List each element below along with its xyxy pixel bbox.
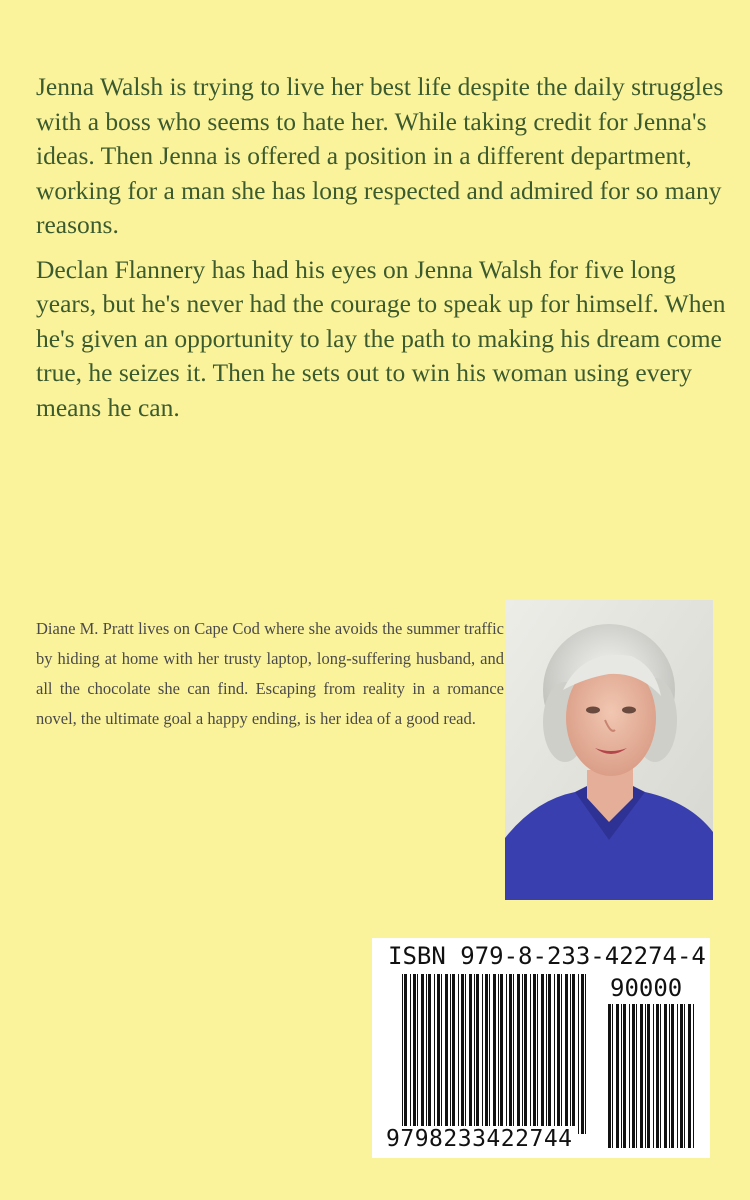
barcode-bar xyxy=(664,1004,667,1148)
barcode-bar xyxy=(445,974,448,1134)
blurb-paragraph-2: Declan Flannery has had his eyes on Jenna Walsh for five long years, but he's never had the courage to speak up for himself. When he's given an opportunity to lay the path to making his dream come true, he seizes it. Then he sets out to win his woman using every means he can. xyxy=(36,254,726,422)
barcode-bar xyxy=(570,974,571,1134)
barcode-bar xyxy=(522,974,523,1134)
barcode-bar xyxy=(629,1004,630,1148)
barcode-bar xyxy=(578,974,579,1134)
barcode-bar xyxy=(554,974,555,1134)
barcode-bar xyxy=(537,974,538,1134)
barcode-bar xyxy=(693,1004,694,1148)
barcode-bar xyxy=(426,974,427,1134)
barcode-bar xyxy=(517,974,520,1134)
barcode-bar xyxy=(636,1004,637,1148)
barcode-bar xyxy=(458,974,459,1134)
barcode-bar xyxy=(546,974,547,1134)
barcode-bar xyxy=(493,974,496,1134)
barcode-bar xyxy=(465,974,466,1134)
barcode-bar xyxy=(548,974,551,1134)
barcode-bar xyxy=(623,1004,626,1148)
barcode-bar xyxy=(489,974,490,1134)
barcode-bar xyxy=(671,1004,674,1148)
isbn-barcode xyxy=(372,938,710,1158)
barcode-bar xyxy=(506,974,507,1134)
barcode-bar xyxy=(541,974,544,1134)
barcode-bar xyxy=(434,974,435,1134)
author-portrait-image xyxy=(505,600,713,900)
barcode-bar xyxy=(476,974,479,1134)
barcode-bar xyxy=(469,974,472,1134)
barcode-bar xyxy=(410,974,411,1134)
barcode-bar xyxy=(656,1004,659,1148)
barcode-bar xyxy=(437,974,440,1134)
barcode-bar xyxy=(509,974,512,1134)
isbn-label: ISBN 979-8-233-42274-4 xyxy=(388,942,706,970)
barcode-bar xyxy=(645,1004,646,1148)
barcode-bar xyxy=(413,974,416,1134)
barcode-bar xyxy=(653,1004,654,1148)
barcode-bar xyxy=(557,974,560,1134)
barcode-bar xyxy=(621,1004,622,1148)
barcode-bar xyxy=(640,1004,643,1148)
barcode-bar xyxy=(402,974,403,1134)
barcode-bar xyxy=(660,1004,661,1148)
barcode-bar xyxy=(680,1004,683,1148)
barcode-bar xyxy=(632,1004,635,1148)
barcode-bar xyxy=(565,974,568,1134)
barcode-bar xyxy=(669,1004,670,1148)
barcode-bar xyxy=(524,974,527,1134)
barcode-bar xyxy=(452,974,455,1134)
barcode-bar xyxy=(677,1004,678,1148)
barcode-bar xyxy=(404,974,407,1134)
barcode-bar xyxy=(500,974,503,1134)
barcode-bar xyxy=(688,1004,691,1148)
barcode-bar xyxy=(441,974,442,1134)
barcode-bar xyxy=(498,974,499,1134)
barcode-bar xyxy=(608,1004,611,1148)
barcode-bar xyxy=(482,974,483,1134)
author-bio: Diane M. Pratt lives on Cape Cod where she avoids the summer traffic by hiding at home with her trusty laptop, long-suffering husband, and all the chocolate she can find. Escaping from reality in a romance novel, the ultimate goal a happy ending, is her idea of a good read. xyxy=(36,619,504,728)
barcode-bar xyxy=(485,974,488,1134)
ean-number: 9798233422744 xyxy=(386,1126,573,1152)
barcode-bars xyxy=(372,938,710,1158)
barcode-bar xyxy=(474,974,475,1134)
barcode-bar xyxy=(572,974,575,1134)
barcode-bar xyxy=(513,974,514,1134)
book-blurb xyxy=(36,70,726,435)
barcode-bar xyxy=(561,974,562,1134)
barcode-bar xyxy=(684,1004,685,1148)
barcode-bar xyxy=(461,974,464,1134)
barcode-bar xyxy=(616,1004,619,1148)
barcode-bar xyxy=(428,974,431,1134)
barcode-bar xyxy=(647,1004,650,1148)
barcode-bar xyxy=(530,974,531,1134)
blurb-paragraph-1: Jenna Walsh is trying to live her best life despite the daily struggles with a boss who seems to hate her. While taking credit for Jenna's ideas. Then Jenna is offered a position in a different department, working for a man she has long respected and admired for so many reasons. xyxy=(36,72,724,239)
author-photo xyxy=(505,600,713,900)
barcode-bar xyxy=(585,974,586,1134)
barcode-bar xyxy=(450,974,451,1134)
barcode-addon-number: 90000 xyxy=(610,974,683,1002)
barcode-bar xyxy=(581,974,584,1134)
barcode-bar xyxy=(421,974,424,1134)
barcode-bar xyxy=(612,1004,613,1148)
barcode-bar xyxy=(533,974,536,1134)
barcode-bar xyxy=(417,974,418,1134)
